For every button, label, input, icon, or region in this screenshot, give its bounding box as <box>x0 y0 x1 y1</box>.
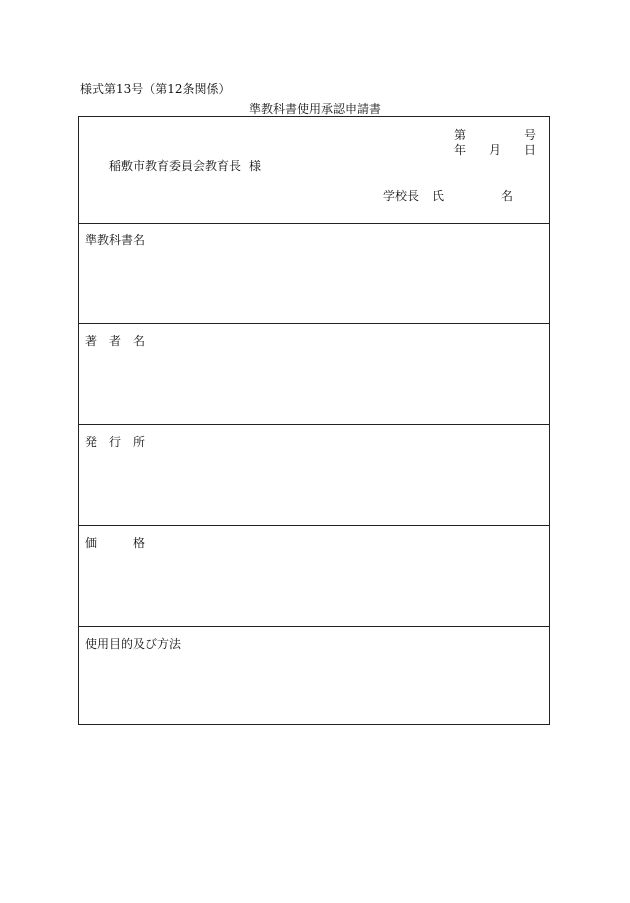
price-label-char-2: 格 <box>133 536 146 550</box>
author-label-char-1: 著 <box>85 334 98 348</box>
author-name-section[interactable] <box>79 324 549 425</box>
header-cell <box>79 117 549 224</box>
textbook-name-label: 準教科書名 <box>85 233 146 247</box>
purpose-method-section[interactable] <box>79 627 549 724</box>
publisher-section[interactable] <box>79 425 549 526</box>
application-form-table <box>78 116 550 725</box>
price-section[interactable] <box>79 526 549 627</box>
date-day: 日 <box>524 143 537 157</box>
publisher-label-char-3: 所 <box>133 435 146 449</box>
number-suffix: 号 <box>524 128 537 142</box>
publisher-label-char-1: 発 <box>85 435 98 449</box>
publisher-label <box>85 433 145 450</box>
textbook-name-section[interactable] <box>79 223 549 324</box>
price-label <box>85 534 145 551</box>
name-label-second-char: 名 <box>501 189 514 203</box>
addressee: 稲敷市教育委員会教育長 <box>109 159 242 173</box>
author-label-char-2: 者 <box>109 334 122 348</box>
document-title: 準教科書使用承認申請書 <box>248 102 381 116</box>
author-label-char-3: 名 <box>133 334 146 348</box>
honorific: 様 <box>249 159 262 173</box>
name-label-first-char: 氏 <box>432 189 445 203</box>
date-year: 年 <box>454 143 467 157</box>
date-month: 月 <box>489 143 502 157</box>
number-prefix: 第 <box>454 128 467 142</box>
author-name-label <box>85 332 145 349</box>
price-label-char-1: 価 <box>85 536 98 550</box>
principal-label: 学校長 <box>383 189 420 203</box>
purpose-method-label: 使用目的及び方法 <box>85 637 182 651</box>
publisher-label-char-2: 行 <box>109 435 122 449</box>
form-number: 様式第13号（第12条関係） <box>80 82 231 96</box>
